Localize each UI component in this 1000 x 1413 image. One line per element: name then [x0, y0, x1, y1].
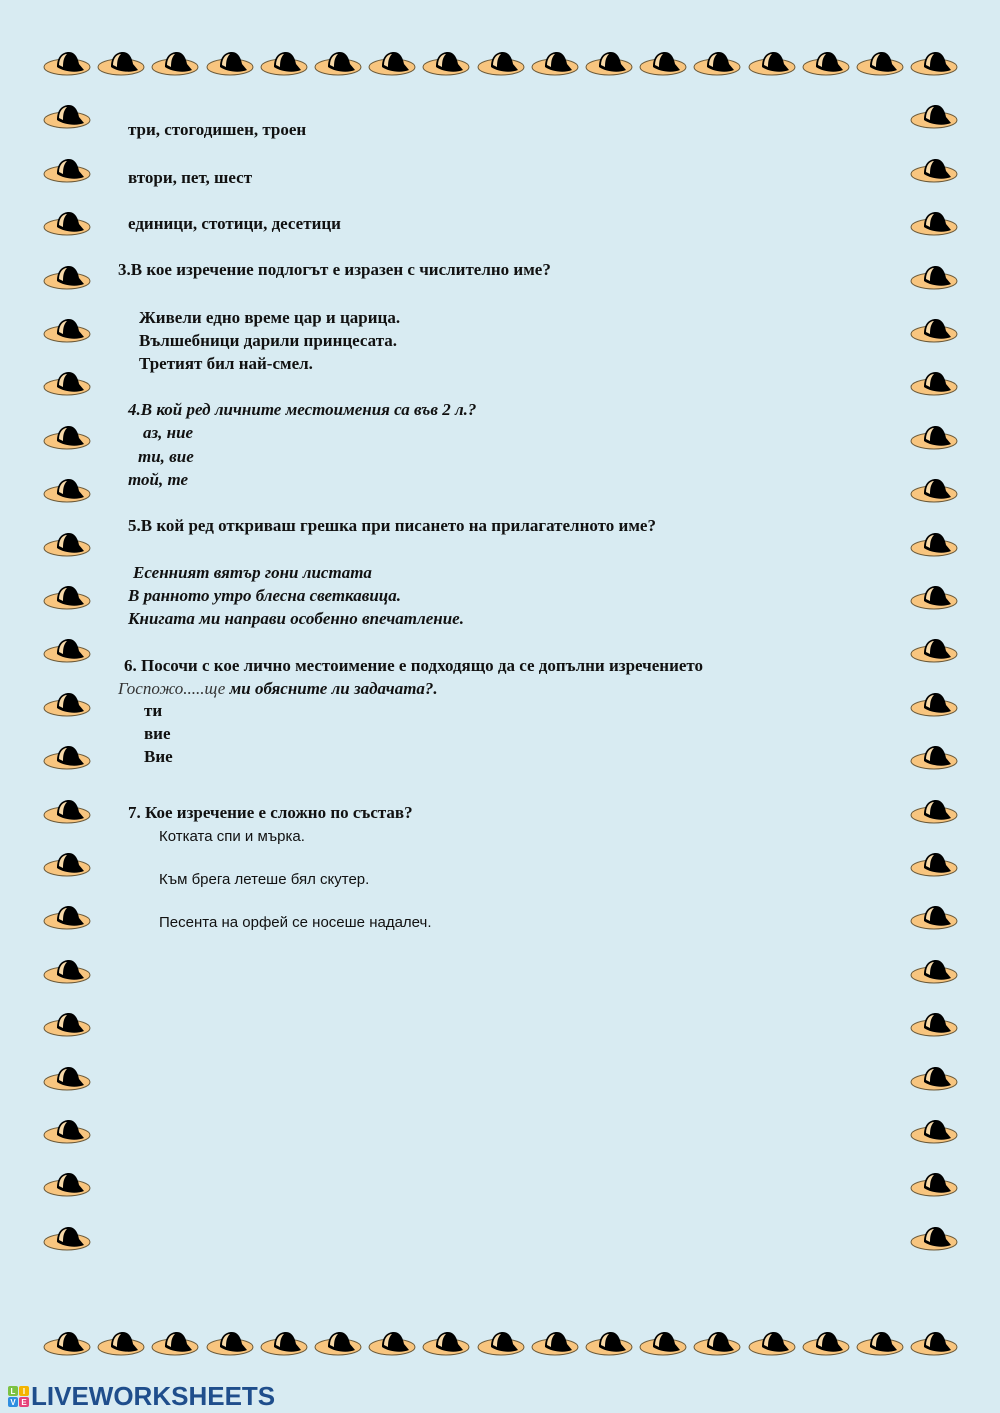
answer-option[interactable]: единици, стотици, десетици: [128, 214, 341, 233]
hat-icon: [42, 1170, 92, 1198]
hat-icon: [421, 49, 471, 77]
liveworksheets-logo[interactable]: [8, 1381, 275, 1412]
hat-icon: [909, 583, 959, 611]
hat-icon: [259, 49, 309, 77]
hat-icon: [42, 743, 92, 771]
logo-letter-l: L: [8, 1386, 18, 1396]
logo-icon: [8, 1386, 29, 1407]
hat-icon: [909, 797, 959, 825]
hat-icon: [42, 423, 92, 451]
hat-icon: [42, 1064, 92, 1092]
hat-icon: [205, 1329, 255, 1357]
hat-icon: [855, 1329, 905, 1357]
hat-icon: [150, 1329, 200, 1357]
hat-icon: [909, 369, 959, 397]
hat-icon: [909, 476, 959, 504]
hat-icon: [205, 49, 255, 77]
q6-sentence-end: ми обясните ли задачата?.: [225, 679, 438, 698]
hat-icon: [909, 850, 959, 878]
hat-icon: [42, 530, 92, 558]
hat-icon: [909, 263, 959, 291]
answer-option[interactable]: три, стогодишен, троен: [128, 120, 307, 139]
hat-icon: [747, 1329, 797, 1357]
hat-icon: [476, 1329, 526, 1357]
answer-option[interactable]: Към брега летеше бял скутер.: [159, 871, 370, 888]
hat-icon: [367, 1329, 417, 1357]
logo-letter-e: E: [19, 1397, 29, 1407]
answer-option[interactable]: Третият бил най-смел.: [139, 354, 313, 373]
hat-icon: [96, 49, 146, 77]
hat-icon: [855, 49, 905, 77]
hat-icon: [421, 1329, 471, 1357]
hat-icon: [909, 316, 959, 344]
hat-icon: [584, 1329, 634, 1357]
answer-option[interactable]: той, те: [128, 470, 188, 489]
hat-icon: [909, 1117, 959, 1145]
logo-text: LIVEWORKSHEETS: [31, 1381, 276, 1411]
answer-option[interactable]: Вие: [144, 747, 173, 766]
answer-option[interactable]: Котката спи и мърка.: [159, 828, 305, 845]
hat-icon: [42, 1224, 92, 1252]
hat-icon: [42, 903, 92, 931]
hat-icon: [42, 1010, 92, 1038]
hat-icon: [909, 530, 959, 558]
answer-option[interactable]: вие: [144, 724, 171, 743]
hat-icon: [909, 1170, 959, 1198]
hat-icon: [909, 1064, 959, 1092]
hat-icon: [42, 583, 92, 611]
hat-icon: [692, 1329, 742, 1357]
hat-icon: [692, 49, 742, 77]
hat-icon: [42, 850, 92, 878]
hat-icon: [96, 1329, 146, 1357]
hat-icon: [42, 263, 92, 291]
hat-icon: [530, 1329, 580, 1357]
hat-icon: [909, 1224, 959, 1252]
hat-icon: [638, 49, 688, 77]
hat-icon: [909, 209, 959, 237]
hat-icon: [530, 49, 580, 77]
hat-icon: [909, 957, 959, 985]
hat-icon: [909, 49, 959, 77]
hat-icon: [367, 49, 417, 77]
logo-letter-i: I: [19, 1386, 29, 1396]
hat-icon: [584, 49, 634, 77]
answer-option[interactable]: Есенният вятър гони листата: [133, 563, 372, 582]
hat-icon: [909, 156, 959, 184]
logo-letter-v: V: [8, 1397, 18, 1407]
question-title: 5.В кой ред откриваш грешка при писането на прилагателното име?: [128, 516, 656, 535]
hat-icon: [42, 209, 92, 237]
hat-icon: [42, 156, 92, 184]
answer-option[interactable]: Книгата ми направи особенно впечатление.: [128, 609, 464, 628]
answer-option[interactable]: Песента на орфей се носеше надалеч.: [159, 914, 432, 931]
hat-icon: [313, 49, 363, 77]
hat-icon: [42, 102, 92, 130]
hat-icon: [747, 49, 797, 77]
hat-icon: [42, 476, 92, 504]
answer-option[interactable]: Вълшебници дарили принцесата.: [139, 331, 398, 350]
answer-option[interactable]: ти, вие: [138, 447, 194, 466]
hat-icon: [909, 1010, 959, 1038]
hat-icon: [42, 1329, 92, 1357]
question-title: 6. Посочи с кое лично местоимение е подходящо да се допълни изречението: [124, 656, 704, 675]
question-title: 7. Кое изречение е сложно по състав?: [128, 803, 413, 822]
hat-icon: [638, 1329, 688, 1357]
hat-icon: [909, 102, 959, 130]
answer-option[interactable]: втори, пет, шест: [128, 168, 253, 187]
hat-icon: [313, 1329, 363, 1357]
hat-icon: [42, 369, 92, 397]
hat-icon: [42, 1117, 92, 1145]
hat-icon: [42, 49, 92, 77]
hat-icon: [801, 1329, 851, 1357]
hat-icon: [42, 316, 92, 344]
hat-icon: [909, 423, 959, 451]
hat-icon: [909, 1329, 959, 1357]
hat-icon: [42, 636, 92, 664]
q6-sentence-start: Госпожо.....ще: [118, 679, 226, 698]
answer-option[interactable]: аз, ние: [143, 423, 194, 442]
hat-icon: [909, 903, 959, 931]
hat-icon: [909, 690, 959, 718]
hat-icon: [909, 636, 959, 664]
q6-sentence: [118, 679, 438, 699]
answer-option[interactable]: Живели едно време цар и царица.: [139, 308, 401, 327]
answer-option[interactable]: В ранното утро блесна светкавица.: [128, 586, 401, 605]
hat-icon: [476, 49, 526, 77]
hat-icon: [42, 957, 92, 985]
hat-icon: [801, 49, 851, 77]
question-title: 4.В кой ред личните местоимения са във 2 л.?: [128, 400, 477, 419]
hat-icon: [42, 690, 92, 718]
question-title: 3.В кое изречение подлогът е изразен с числително име?: [118, 260, 551, 279]
answer-option[interactable]: ти: [144, 701, 163, 720]
hat-icon: [259, 1329, 309, 1357]
hat-icon: [42, 797, 92, 825]
hat-icon: [150, 49, 200, 77]
hat-icon: [909, 743, 959, 771]
